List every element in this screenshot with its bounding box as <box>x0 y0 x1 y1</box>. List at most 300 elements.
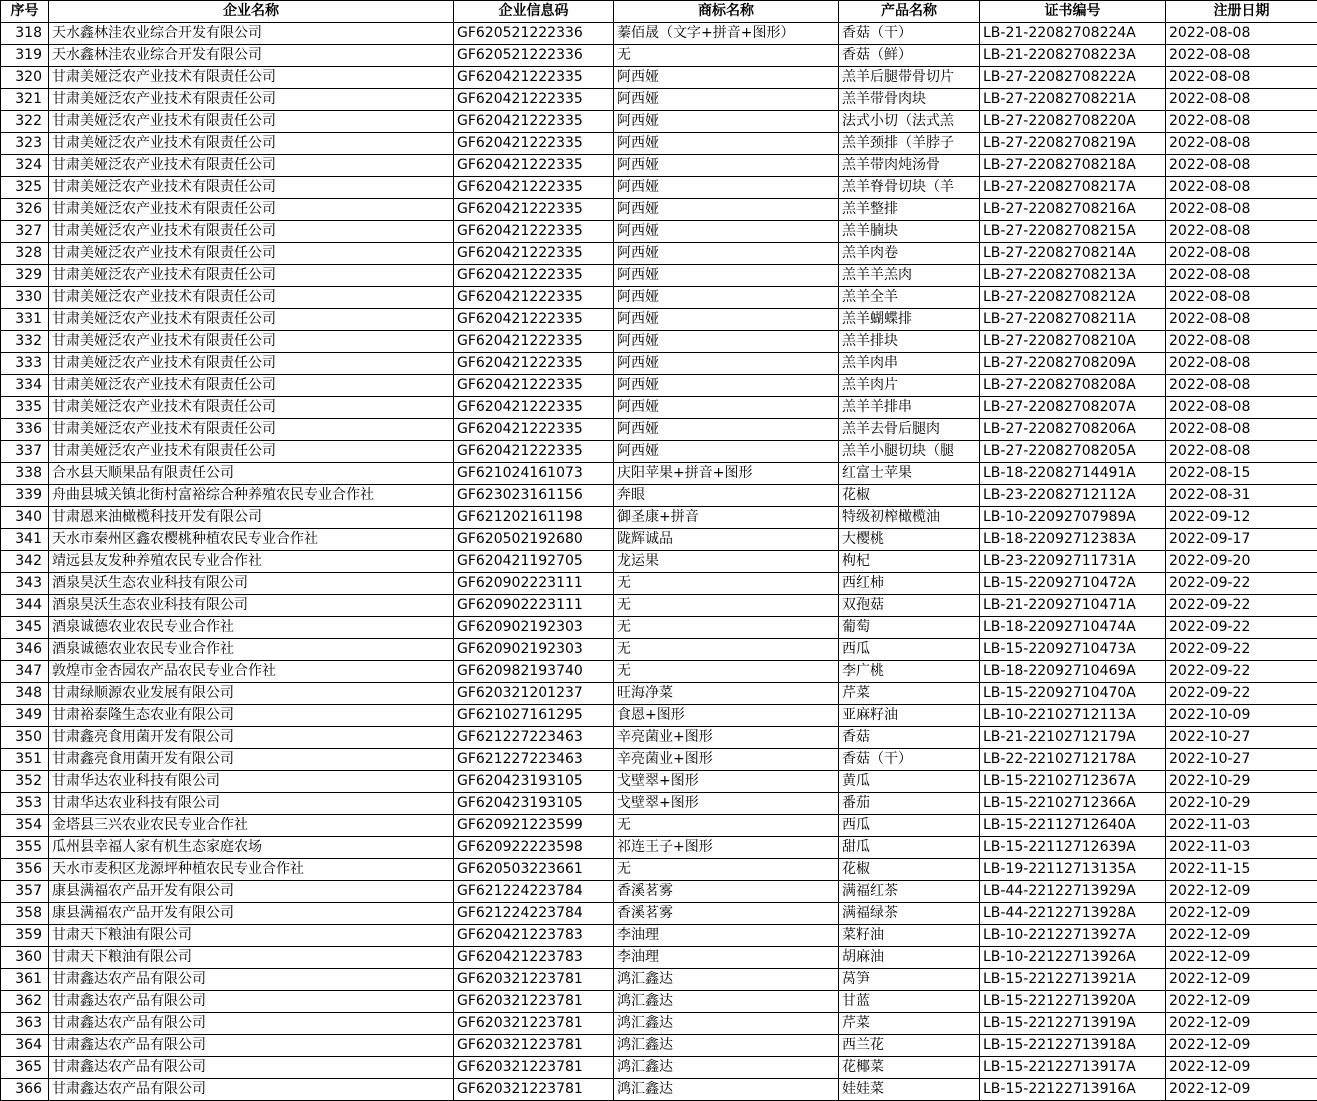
cell-product-name: 菜籽油 <box>839 925 980 947</box>
cell-trademark: 阿西娅 <box>614 441 839 463</box>
header-index: 序号 <box>1 1 49 23</box>
cell-register-date: 2022-11-03 <box>1166 815 1317 837</box>
cell-register-date: 2022-12-09 <box>1166 1013 1317 1035</box>
cell-product-name: 香菇（鲜） <box>839 45 980 67</box>
cell-certificate-no: LB-27-22082708221A <box>980 89 1166 111</box>
table-row <box>1 1013 1317 1035</box>
cell-certificate-no: LB-18-22092712383A <box>980 529 1166 551</box>
table-row <box>1 485 1317 507</box>
cell-company-name: 酒泉昊沃生态农业科技有限公司 <box>49 595 454 617</box>
cell-index: 329 <box>1 265 49 287</box>
cell-index: 327 <box>1 221 49 243</box>
cell-product-name: 法式小切（法式羔 <box>839 111 980 133</box>
cell-register-date: 2022-08-08 <box>1166 133 1317 155</box>
cell-company-name: 合水县天顺果品有限责任公司 <box>49 463 454 485</box>
cell-company-code: GF620321223781 <box>454 991 614 1013</box>
cell-company-name: 甘肃鑫亮食用菌开发有限公司 <box>49 749 454 771</box>
cell-trademark: 阿西娅 <box>614 353 839 375</box>
cell-company-name: 敦煌市金杏园农产品农民专业合作社 <box>49 661 454 683</box>
cell-register-date: 2022-09-22 <box>1166 617 1317 639</box>
cell-trademark: 鸿汇鑫达 <box>614 1035 839 1057</box>
cell-trademark: 鸿汇鑫达 <box>614 969 839 991</box>
cell-company-name: 甘肃鑫亮食用菌开发有限公司 <box>49 727 454 749</box>
table-row <box>1 507 1317 529</box>
cell-index: 334 <box>1 375 49 397</box>
cell-product-name: 羔羊小腿切块（腿 <box>839 441 980 463</box>
cell-register-date: 2022-08-08 <box>1166 45 1317 67</box>
cell-trademark: 辛亮菌业+图形 <box>614 749 839 771</box>
cell-company-code: GF620421222335 <box>454 243 614 265</box>
cell-index: 336 <box>1 419 49 441</box>
header-register-date: 注册日期 <box>1166 1 1317 23</box>
cell-index: 335 <box>1 397 49 419</box>
table-row <box>1 683 1317 705</box>
cell-register-date: 2022-10-27 <box>1166 749 1317 771</box>
cell-product-name: 花椒 <box>839 485 980 507</box>
cell-index: 359 <box>1 925 49 947</box>
cell-product-name: 黄瓜 <box>839 771 980 793</box>
cell-product-name: 葡萄 <box>839 617 980 639</box>
cell-register-date: 2022-12-09 <box>1166 1079 1317 1101</box>
cell-certificate-no: LB-27-22082708207A <box>980 397 1166 419</box>
cell-company-name: 甘肃华达农业科技有限公司 <box>49 771 454 793</box>
cell-trademark: 食恩+图形 <box>614 705 839 727</box>
header-product-name: 产品名称 <box>839 1 980 23</box>
table-row <box>1 947 1317 969</box>
cell-company-code: GF621227223463 <box>454 727 614 749</box>
cell-company-code: GF620423193105 <box>454 771 614 793</box>
cell-company-name: 甘肃美娅泛农产业技术有限责任公司 <box>49 243 454 265</box>
cell-register-date: 2022-10-29 <box>1166 771 1317 793</box>
cell-company-name: 甘肃美娅泛农产业技术有限责任公司 <box>49 199 454 221</box>
cell-company-name: 甘肃天下粮油有限公司 <box>49 947 454 969</box>
cell-register-date: 2022-08-31 <box>1166 485 1317 507</box>
cell-index: 345 <box>1 617 49 639</box>
cell-product-name: 西瓜 <box>839 639 980 661</box>
cell-certificate-no: LB-10-22122713926A <box>980 947 1166 969</box>
cell-index: 331 <box>1 309 49 331</box>
cell-company-code: GF620421222335 <box>454 309 614 331</box>
cell-product-name: 双孢菇 <box>839 595 980 617</box>
cell-index: 358 <box>1 903 49 925</box>
cell-register-date: 2022-12-09 <box>1166 991 1317 1013</box>
cell-trademark: 阿西娅 <box>614 221 839 243</box>
cell-index: 355 <box>1 837 49 859</box>
cell-product-name: 香菇（干） <box>839 749 980 771</box>
cell-company-name: 康县满福农产品开发有限公司 <box>49 881 454 903</box>
cell-product-name: 羔羊颈排（羊脖子 <box>839 133 980 155</box>
table-row <box>1 727 1317 749</box>
cell-company-name: 舟曲县城关镇北街村富裕综合种养殖农民专业合作社 <box>49 485 454 507</box>
cell-register-date: 2022-08-08 <box>1166 331 1317 353</box>
cell-index: 362 <box>1 991 49 1013</box>
cell-index: 347 <box>1 661 49 683</box>
cell-certificate-no: LB-44-22122713929A <box>980 881 1166 903</box>
cell-company-name: 甘肃美娅泛农产业技术有限责任公司 <box>49 287 454 309</box>
cell-register-date: 2022-10-29 <box>1166 793 1317 815</box>
table-row <box>1 287 1317 309</box>
cell-company-name: 甘肃美娅泛农产业技术有限责任公司 <box>49 309 454 331</box>
cell-index: 364 <box>1 1035 49 1057</box>
cell-index: 356 <box>1 859 49 881</box>
table-row <box>1 89 1317 111</box>
cell-product-name: 枸杞 <box>839 551 980 573</box>
cell-index: 319 <box>1 45 49 67</box>
cell-trademark: 阿西娅 <box>614 199 839 221</box>
cell-index: 318 <box>1 23 49 45</box>
cell-product-name: 李广桃 <box>839 661 980 683</box>
cell-company-name: 甘肃美娅泛农产业技术有限责任公司 <box>49 133 454 155</box>
cell-index: 363 <box>1 1013 49 1035</box>
table-row <box>1 243 1317 265</box>
cell-company-name: 甘肃美娅泛农产业技术有限责任公司 <box>49 111 454 133</box>
cell-certificate-no: LB-15-22122713920A <box>980 991 1166 1013</box>
cell-product-name: 羔羊带骨肉块 <box>839 89 980 111</box>
cell-certificate-no: LB-27-22082708212A <box>980 287 1166 309</box>
cell-company-name: 甘肃恩来油橄榄科技开发有限公司 <box>49 507 454 529</box>
cell-trademark: 阿西娅 <box>614 155 839 177</box>
cell-trademark: 龙运果 <box>614 551 839 573</box>
table-row <box>1 837 1317 859</box>
cell-company-name: 甘肃美娅泛农产业技术有限责任公司 <box>49 375 454 397</box>
cell-index: 343 <box>1 573 49 595</box>
table-row <box>1 353 1317 375</box>
cell-trademark: 阿西娅 <box>614 397 839 419</box>
cell-company-name: 甘肃鑫达农产品有限公司 <box>49 1035 454 1057</box>
cell-company-name: 甘肃鑫达农产品有限公司 <box>49 991 454 1013</box>
cell-certificate-no: LB-27-22082708209A <box>980 353 1166 375</box>
table-row <box>1 177 1317 199</box>
header-company-code: 企业信息码 <box>454 1 614 23</box>
cell-register-date: 2022-10-27 <box>1166 727 1317 749</box>
cell-company-name: 甘肃美娅泛农产业技术有限责任公司 <box>49 89 454 111</box>
cell-certificate-no: LB-27-22082708211A <box>980 309 1166 331</box>
table-row <box>1 23 1317 45</box>
cell-company-name: 瓜州县幸福人家有机生态家庭农场 <box>49 837 454 859</box>
cell-index: 330 <box>1 287 49 309</box>
cell-trademark: 无 <box>614 815 839 837</box>
cell-register-date: 2022-09-22 <box>1166 661 1317 683</box>
table-row <box>1 903 1317 925</box>
cell-company-code: GF620502192680 <box>454 529 614 551</box>
cell-trademark: 阿西娅 <box>614 243 839 265</box>
table-row <box>1 1057 1317 1079</box>
table-row <box>1 375 1317 397</box>
cell-index: 354 <box>1 815 49 837</box>
cell-register-date: 2022-09-22 <box>1166 573 1317 595</box>
cell-trademark: 无 <box>614 573 839 595</box>
cell-register-date: 2022-08-08 <box>1166 243 1317 265</box>
table-row <box>1 309 1317 331</box>
cell-company-code: GF621024161073 <box>454 463 614 485</box>
cell-company-code: GF620321223781 <box>454 1079 614 1101</box>
cell-product-name: 甘蓝 <box>839 991 980 1013</box>
cell-company-name: 甘肃美娅泛农产业技术有限责任公司 <box>49 221 454 243</box>
cell-certificate-no: LB-10-22092707989A <box>980 507 1166 529</box>
cell-index: 344 <box>1 595 49 617</box>
cell-company-code: GF620421222335 <box>454 375 614 397</box>
cell-company-name: 甘肃美娅泛农产业技术有限责任公司 <box>49 177 454 199</box>
cell-company-code: GF620321223781 <box>454 969 614 991</box>
header-trademark: 商标名称 <box>614 1 839 23</box>
cell-company-code: GF620421222335 <box>454 155 614 177</box>
table-row <box>1 133 1317 155</box>
cell-certificate-no: LB-10-22122713927A <box>980 925 1166 947</box>
cell-certificate-no: LB-15-22122713918A <box>980 1035 1166 1057</box>
cell-certificate-no: LB-21-22082708223A <box>980 45 1166 67</box>
table-row <box>1 419 1317 441</box>
cell-company-name: 甘肃美娅泛农产业技术有限责任公司 <box>49 441 454 463</box>
cell-product-name: 花椰菜 <box>839 1057 980 1079</box>
cell-product-name: 羔羊羊羔肉 <box>839 265 980 287</box>
table-row <box>1 199 1317 221</box>
cell-trademark: 无 <box>614 595 839 617</box>
cell-product-name: 红富士苹果 <box>839 463 980 485</box>
cell-register-date: 2022-08-08 <box>1166 67 1317 89</box>
cell-product-name: 芹菜 <box>839 683 980 705</box>
table-row <box>1 749 1317 771</box>
table-row <box>1 155 1317 177</box>
cell-product-name: 羔羊腩块 <box>839 221 980 243</box>
cell-index: 321 <box>1 89 49 111</box>
cell-trademark: 鸿汇鑫达 <box>614 991 839 1013</box>
cell-certificate-no: LB-21-22102712179A <box>980 727 1166 749</box>
table-row <box>1 67 1317 89</box>
cell-company-name: 甘肃美娅泛农产业技术有限责任公司 <box>49 419 454 441</box>
cell-product-name: 羔羊脊骨切块（羊 <box>839 177 980 199</box>
cell-product-name: 番茄 <box>839 793 980 815</box>
cell-register-date: 2022-08-08 <box>1166 265 1317 287</box>
cell-product-name: 羔羊去骨后腿肉 <box>839 419 980 441</box>
cell-certificate-no: LB-27-22082708205A <box>980 441 1166 463</box>
cell-trademark: 阿西娅 <box>614 133 839 155</box>
cell-register-date: 2022-08-08 <box>1166 199 1317 221</box>
cell-certificate-no: LB-15-22112712639A <box>980 837 1166 859</box>
cell-certificate-no: LB-27-22082708208A <box>980 375 1166 397</box>
cell-index: 323 <box>1 133 49 155</box>
cell-register-date: 2022-09-17 <box>1166 529 1317 551</box>
cell-register-date: 2022-08-15 <box>1166 463 1317 485</box>
cell-register-date: 2022-09-22 <box>1166 595 1317 617</box>
cell-register-date: 2022-08-08 <box>1166 419 1317 441</box>
cell-product-name: 香菇（干） <box>839 23 980 45</box>
cell-trademark: 阿西娅 <box>614 331 839 353</box>
cell-product-name: 满福绿茶 <box>839 903 980 925</box>
cell-company-code: GF620503223661 <box>454 859 614 881</box>
table-row <box>1 221 1317 243</box>
cell-trademark: 阿西娅 <box>614 287 839 309</box>
cell-company-code: GF620521222336 <box>454 23 614 45</box>
cell-company-code: GF620922223598 <box>454 837 614 859</box>
cell-trademark: 辛亮菌业+图形 <box>614 727 839 749</box>
cell-register-date: 2022-12-09 <box>1166 925 1317 947</box>
cell-index: 353 <box>1 793 49 815</box>
cell-index: 322 <box>1 111 49 133</box>
cell-trademark: 御圣康+拼音 <box>614 507 839 529</box>
cell-company-code: GF620902192303 <box>454 639 614 661</box>
cell-index: 349 <box>1 705 49 727</box>
table-row <box>1 397 1317 419</box>
cell-certificate-no: LB-19-22112713135A <box>980 859 1166 881</box>
cell-company-name: 甘肃天下粮油有限公司 <box>49 925 454 947</box>
cell-certificate-no: LB-27-22082708214A <box>980 243 1166 265</box>
cell-trademark: 香溪茗雾 <box>614 903 839 925</box>
cell-trademark: 鸿汇鑫达 <box>614 1057 839 1079</box>
table-row <box>1 463 1317 485</box>
cell-trademark: 鸿汇鑫达 <box>614 1079 839 1101</box>
cell-company-code: GF620421222335 <box>454 419 614 441</box>
cell-company-name: 酒泉诚德农业农民专业合作社 <box>49 639 454 661</box>
cell-index: 338 <box>1 463 49 485</box>
cell-register-date: 2022-08-08 <box>1166 89 1317 111</box>
cell-index: 342 <box>1 551 49 573</box>
cell-certificate-no: LB-15-22122713917A <box>980 1057 1166 1079</box>
header-company-name: 企业名称 <box>49 1 454 23</box>
cell-index: 366 <box>1 1079 49 1101</box>
cell-register-date: 2022-11-03 <box>1166 837 1317 859</box>
cell-register-date: 2022-12-09 <box>1166 1057 1317 1079</box>
cell-index: 348 <box>1 683 49 705</box>
cell-company-code: GF620321223781 <box>454 1057 614 1079</box>
cell-company-code: GF620421222335 <box>454 67 614 89</box>
cell-product-name: 西瓜 <box>839 815 980 837</box>
cell-index: 365 <box>1 1057 49 1079</box>
cell-company-code: GF620421222335 <box>454 397 614 419</box>
cell-trademark: 阿西娅 <box>614 265 839 287</box>
cell-register-date: 2022-09-22 <box>1166 683 1317 705</box>
cell-product-name: 西兰花 <box>839 1035 980 1057</box>
cell-certificate-no: LB-18-22082714491A <box>980 463 1166 485</box>
cell-certificate-no: LB-44-22122713928A <box>980 903 1166 925</box>
table-row <box>1 529 1317 551</box>
table-row <box>1 111 1317 133</box>
cell-certificate-no: LB-27-22082708215A <box>980 221 1166 243</box>
cell-product-name: 羔羊后腿带骨切片 <box>839 67 980 89</box>
cell-company-code: GF620421222335 <box>454 331 614 353</box>
cell-company-name: 酒泉诚德农业农民专业合作社 <box>49 617 454 639</box>
cell-trademark: 庆阳苹果+拼音+图形 <box>614 463 839 485</box>
cell-company-code: GF620421223783 <box>454 947 614 969</box>
cell-company-name: 甘肃美娅泛农产业技术有限责任公司 <box>49 331 454 353</box>
cell-certificate-no: LB-15-22092710470A <box>980 683 1166 705</box>
cell-company-name: 天水市麦积区龙源坪种植农民专业合作社 <box>49 859 454 881</box>
cell-index: 350 <box>1 727 49 749</box>
cell-company-name: 甘肃绿顺源农业发展有限公司 <box>49 683 454 705</box>
cell-register-date: 2022-08-08 <box>1166 221 1317 243</box>
cell-company-name: 甘肃美娅泛农产业技术有限责任公司 <box>49 67 454 89</box>
table-row <box>1 265 1317 287</box>
cell-company-name: 天水鑫林洼农业综合开发有限公司 <box>49 45 454 67</box>
cell-trademark: 陇辉诚品 <box>614 529 839 551</box>
cell-index: 352 <box>1 771 49 793</box>
cell-certificate-no: LB-15-22092710472A <box>980 573 1166 595</box>
cell-product-name: 羔羊全羊 <box>839 287 980 309</box>
table-row <box>1 617 1317 639</box>
cell-product-name: 莴笋 <box>839 969 980 991</box>
cell-certificate-no: LB-27-22082708216A <box>980 199 1166 221</box>
cell-certificate-no: LB-15-22092710473A <box>980 639 1166 661</box>
cell-product-name: 羔羊羊排串 <box>839 397 980 419</box>
table-row <box>1 595 1317 617</box>
cell-trademark: 阿西娅 <box>614 309 839 331</box>
table-body <box>1 23 1317 1101</box>
cell-trademark: 李油理 <box>614 947 839 969</box>
cell-trademark: 奔眼 <box>614 485 839 507</box>
header-certificate-no: 证书编号 <box>980 1 1166 23</box>
table-row <box>1 859 1317 881</box>
table-row <box>1 441 1317 463</box>
cell-company-code: GF620421222335 <box>454 441 614 463</box>
cell-company-code: GF620421222335 <box>454 89 614 111</box>
cell-product-name: 大樱桃 <box>839 529 980 551</box>
cell-trademark: 戈壁翠+图形 <box>614 793 839 815</box>
cell-register-date: 2022-12-09 <box>1166 881 1317 903</box>
cell-trademark: 阿西娅 <box>614 177 839 199</box>
cell-index: 324 <box>1 155 49 177</box>
cell-index: 337 <box>1 441 49 463</box>
table-row <box>1 551 1317 573</box>
cell-certificate-no: LB-27-22082708217A <box>980 177 1166 199</box>
cell-certificate-no: LB-15-22112712640A <box>980 815 1166 837</box>
cell-certificate-no: LB-18-22092710469A <box>980 661 1166 683</box>
cell-trademark: 戈壁翠+图形 <box>614 771 839 793</box>
cell-certificate-no: LB-27-22082708213A <box>980 265 1166 287</box>
cell-index: 360 <box>1 947 49 969</box>
cell-company-code: GF620421192705 <box>454 551 614 573</box>
cell-company-code: GF623023161156 <box>454 485 614 507</box>
cell-company-code: GF620421222335 <box>454 265 614 287</box>
table-row <box>1 661 1317 683</box>
cell-index: 346 <box>1 639 49 661</box>
cell-trademark: 李油理 <box>614 925 839 947</box>
cell-register-date: 2022-08-08 <box>1166 177 1317 199</box>
cell-product-name: 花椒 <box>839 859 980 881</box>
cell-trademark: 无 <box>614 617 839 639</box>
cell-company-code: GF621202161198 <box>454 507 614 529</box>
cell-index: 320 <box>1 67 49 89</box>
cell-index: 325 <box>1 177 49 199</box>
cell-register-date: 2022-08-08 <box>1166 287 1317 309</box>
cell-trademark: 无 <box>614 661 839 683</box>
cell-index: 326 <box>1 199 49 221</box>
cell-company-name: 甘肃美娅泛农产业技术有限责任公司 <box>49 353 454 375</box>
cell-company-name: 甘肃鑫达农产品有限公司 <box>49 1013 454 1035</box>
cell-certificate-no: LB-27-22082708218A <box>980 155 1166 177</box>
cell-company-code: GF621027161295 <box>454 705 614 727</box>
table-row <box>1 573 1317 595</box>
cell-company-code: GF620921223599 <box>454 815 614 837</box>
cell-company-name: 甘肃华达农业科技有限公司 <box>49 793 454 815</box>
cell-trademark: 无 <box>614 639 839 661</box>
cell-register-date: 2022-12-09 <box>1166 969 1317 991</box>
table-row <box>1 991 1317 1013</box>
cell-trademark: 无 <box>614 45 839 67</box>
cell-product-name: 满福红茶 <box>839 881 980 903</box>
cell-company-name: 天水鑫林洼农业综合开发有限公司 <box>49 23 454 45</box>
cell-product-name: 羔羊肉串 <box>839 353 980 375</box>
cell-certificate-no: LB-15-22122713919A <box>980 1013 1166 1035</box>
cell-certificate-no: LB-10-22102712113A <box>980 705 1166 727</box>
table-row <box>1 1079 1317 1101</box>
cell-index: 340 <box>1 507 49 529</box>
cell-company-name: 甘肃美娅泛农产业技术有限责任公司 <box>49 265 454 287</box>
cell-trademark: 无 <box>614 859 839 881</box>
table-row <box>1 639 1317 661</box>
cell-trademark: 阿西娅 <box>614 419 839 441</box>
cell-company-code: GF620902223111 <box>454 595 614 617</box>
cell-company-code: GF620902223111 <box>454 573 614 595</box>
cell-company-code: GF620421222335 <box>454 111 614 133</box>
